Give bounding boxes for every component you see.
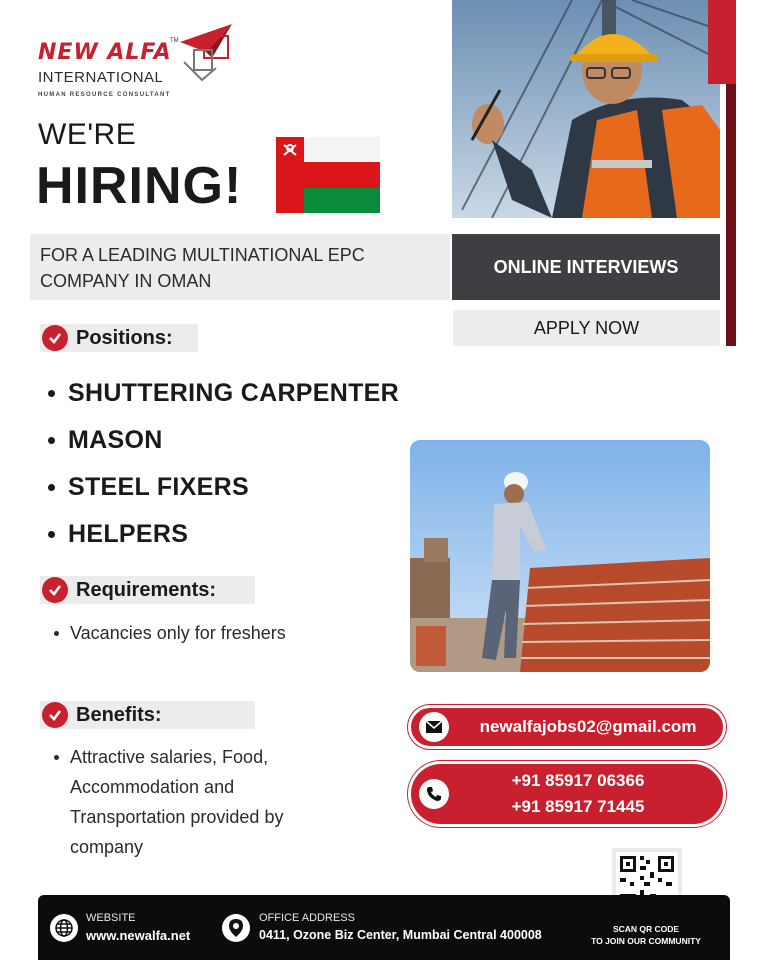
phone-numbers	[463, 768, 693, 820]
positions-heading	[40, 324, 198, 352]
office-address-title: OFFICE ADDRESS	[259, 912, 355, 924]
list-item: SHUTTERING CARPENTER	[46, 374, 399, 421]
company-logo	[38, 22, 238, 102]
logo-subtitle: INTERNATIONAL	[38, 69, 164, 86]
phone-number[interactable]: +91 85917 06366	[511, 771, 645, 790]
decorative-dark-red-line	[726, 84, 736, 346]
list-item: MASON	[46, 421, 399, 468]
footer	[38, 895, 730, 960]
logo-trademark: TM	[170, 38, 179, 44]
apply-now-button[interactable]: APPLY NOW	[453, 310, 720, 346]
globe-icon	[50, 914, 78, 942]
subheading	[30, 234, 450, 300]
headline-hiring: HIRING!	[36, 157, 243, 215]
headline-were: WE'RE	[38, 118, 137, 151]
benefits-label: Benefits:	[76, 703, 162, 726]
requirements-list	[48, 618, 368, 648]
email-contact[interactable]	[408, 705, 726, 749]
list-item: HELPERS	[46, 515, 399, 562]
qr-caption-line1: SCAN QR CODE	[612, 924, 680, 934]
phone-icon	[419, 779, 449, 809]
phone-number[interactable]: +91 85917 71445	[511, 797, 645, 816]
email-address[interactable]: newalfajobs02@gmail.com	[479, 717, 697, 736]
check-icon	[42, 577, 68, 603]
subheading-line2: COMPANY IN OMAN	[40, 271, 212, 291]
check-icon	[42, 702, 68, 728]
benefits-heading	[40, 701, 255, 729]
benefits-line: Transportation provided by	[70, 807, 284, 827]
benefits-line: Attractive salaries, Food,	[70, 747, 269, 767]
requirements-label: Requirements:	[76, 578, 217, 601]
check-icon	[42, 325, 68, 351]
logo-tagline: HUMAN RESOURCE CONSULTANT	[38, 92, 171, 98]
list-item: Vacancies only for freshers	[48, 618, 368, 648]
location-pin-icon	[222, 914, 250, 942]
benefits-line: company	[70, 837, 144, 857]
office-address: 0411, Ozone Biz Center, Mumbai Central 400008	[259, 928, 542, 942]
decorative-red-bar	[708, 0, 736, 84]
requirements-heading	[40, 576, 255, 604]
list-item: STEEL FIXERS	[46, 468, 399, 515]
benefits-list	[48, 742, 318, 862]
benefits-line: Accommodation and	[70, 777, 235, 797]
paper-plane-logo-icon	[176, 22, 234, 84]
positions-label: Positions:	[76, 326, 173, 349]
envelope-icon	[419, 712, 449, 742]
subheading-line1: FOR A LEADING MULTINATIONAL EPC	[40, 245, 365, 265]
website-link[interactable]: www.newalfa.net	[86, 928, 191, 943]
oman-flag-icon	[276, 137, 380, 213]
online-interviews-banner: ONLINE INTERVIEWS	[452, 234, 720, 300]
positions-list	[46, 374, 399, 562]
list-item	[48, 742, 318, 862]
engineer-photo	[452, 0, 720, 218]
phone-contact[interactable]	[408, 761, 726, 827]
logo-name: NEW ALFA	[38, 40, 172, 65]
qr-caption	[576, 923, 716, 947]
qr-caption-line2: TO JOIN OUR COMMUNITY	[591, 936, 701, 946]
bricklayer-photo	[410, 440, 710, 672]
website-title: WEBSITE	[86, 912, 136, 924]
